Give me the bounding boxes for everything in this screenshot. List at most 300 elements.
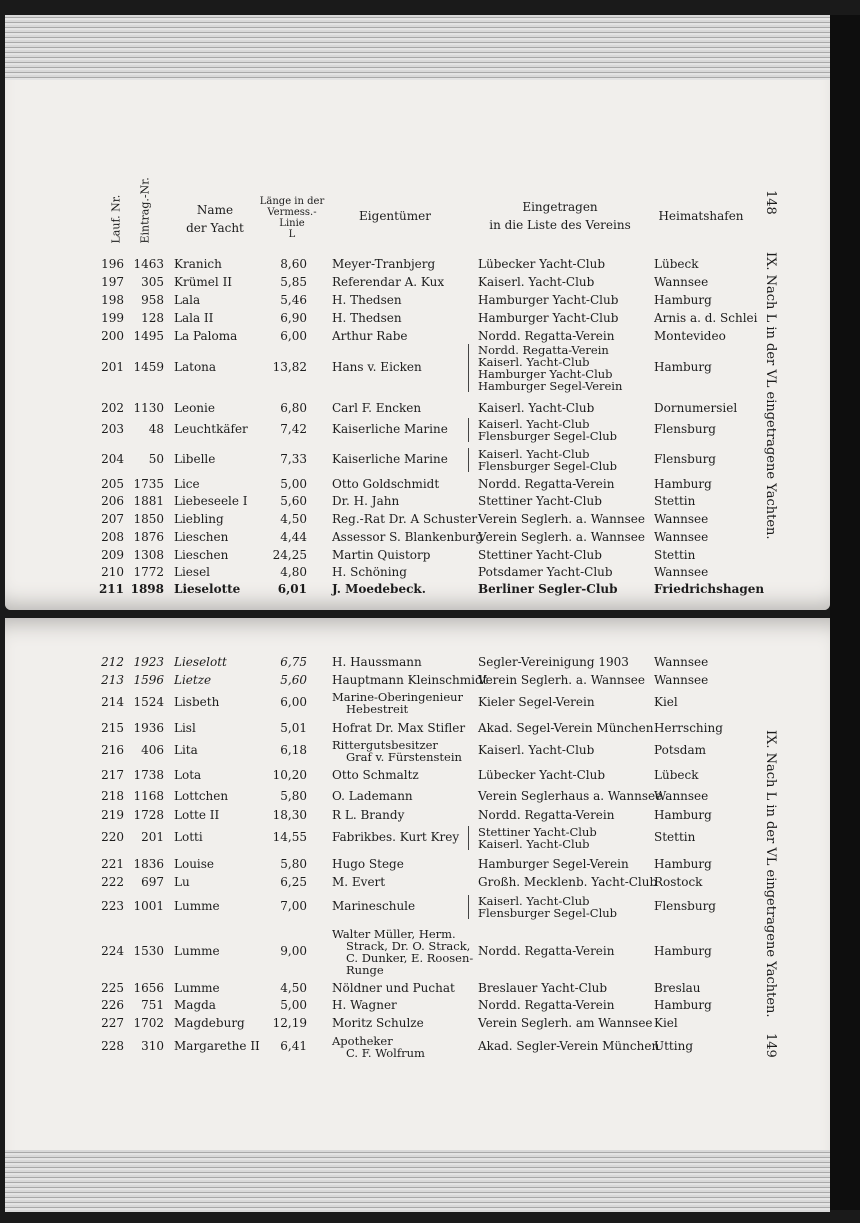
table-row bbox=[0, 448, 860, 472]
cell-eintrag-nr: 1463 bbox=[133, 257, 164, 271]
cell-eigentuemer: Hebestreit bbox=[346, 702, 409, 716]
brace-icon bbox=[468, 448, 471, 472]
cell-liste-verein: Kieler Segel-Verein bbox=[478, 695, 595, 709]
cell-eigentuemer: Carl F. Encken bbox=[332, 401, 422, 415]
cell-lauf-nr: 216 bbox=[101, 743, 124, 757]
cell-lauf-nr: 221 bbox=[101, 857, 124, 871]
cell-yacht-name: Lala II bbox=[174, 311, 214, 325]
brace-icon bbox=[468, 344, 471, 392]
cell-laenge: 6,00 bbox=[280, 695, 307, 709]
running-title-bottom: IX. Nach L in der VL eingetragene Yachten. bbox=[763, 730, 778, 1018]
cell-eintrag-nr: 1524 bbox=[133, 695, 164, 709]
cell-liste-verein: Kaiserl. Yacht-Club bbox=[478, 743, 595, 757]
cell-laenge: 14,55 bbox=[272, 830, 307, 844]
cell-lauf-nr: 197 bbox=[101, 275, 124, 289]
cell-yacht-name: Lotti bbox=[174, 830, 203, 844]
cell-yacht-name: Lumme bbox=[174, 944, 220, 958]
cell-eintrag-nr: 1001 bbox=[133, 899, 164, 913]
cell-laenge: 6,00 bbox=[280, 329, 307, 343]
cell-laenge: 6,01 bbox=[277, 582, 307, 596]
cell-eintrag-nr: 1495 bbox=[133, 329, 164, 343]
cell-lauf-nr: 213 bbox=[101, 673, 124, 687]
cell-lauf-nr: 208 bbox=[101, 530, 124, 544]
cell-eintrag-nr: 406 bbox=[141, 743, 164, 757]
cell-eigentuemer: H. Schöning bbox=[332, 565, 407, 579]
cell-eigentuemer: Reg.-Rat Dr. A Schuster bbox=[332, 512, 478, 526]
table-row bbox=[0, 928, 860, 976]
cell-laenge: 12,19 bbox=[272, 1016, 307, 1030]
table-row bbox=[0, 257, 860, 269]
table-row bbox=[0, 329, 860, 341]
cell-heimatshafen: Lübeck bbox=[654, 768, 699, 782]
cell-laenge: 4,80 bbox=[280, 565, 307, 579]
cell-yacht-name: Lu bbox=[174, 875, 190, 889]
cell-liste-verein: Verein Seglerh. a. Wannsee bbox=[478, 673, 645, 687]
cell-heimatshafen: Herrsching bbox=[654, 721, 723, 735]
cell-liste-verein: Akad. Segel-Verein München bbox=[478, 721, 654, 735]
cell-eintrag-nr: 310 bbox=[141, 1039, 164, 1053]
cell-yacht-name: Margarethe II bbox=[174, 1039, 260, 1053]
cell-liste-verein: Segler-Vereinigung 1903 bbox=[478, 655, 629, 669]
cell-liste-verein: Hamburger Segel-Verein bbox=[478, 857, 629, 871]
cell-eintrag-nr: 1735 bbox=[133, 477, 164, 491]
table-row bbox=[0, 875, 860, 887]
cell-eigentuemer: Assessor S. Blankenburg bbox=[332, 530, 484, 544]
cell-lauf-nr: 205 bbox=[101, 477, 124, 491]
col-header-name-line2: der Yacht bbox=[186, 221, 244, 235]
cell-heimatshafen: Hamburg bbox=[654, 293, 712, 307]
table-row bbox=[0, 418, 860, 442]
table-row bbox=[0, 768, 860, 780]
cell-eigentuemer: H. Wagner bbox=[332, 998, 397, 1012]
cell-lauf-nr: 219 bbox=[101, 808, 124, 822]
cell-eintrag-nr: 1850 bbox=[133, 512, 164, 526]
brace-icon bbox=[468, 895, 471, 919]
cell-liste-verein: Verein Seglerhaus a. Wannsee bbox=[478, 789, 663, 803]
cell-eigentuemer: R L. Brandy bbox=[332, 808, 405, 822]
cell-laenge: 13,82 bbox=[272, 360, 307, 374]
cell-yacht-name: Liebeseele I bbox=[174, 494, 248, 508]
cell-liste-verein: Verein Seglerh. a. Wannsee bbox=[478, 512, 645, 526]
table-row bbox=[0, 494, 860, 506]
cell-lauf-nr: 217 bbox=[101, 768, 124, 782]
cell-eigentuemer: Kaiserliche Marine bbox=[332, 452, 448, 466]
cell-eigentuemer: J. Moedebeck. bbox=[332, 582, 426, 596]
cell-heimatshafen: Kiel bbox=[654, 695, 678, 709]
cell-lauf-nr: 210 bbox=[101, 565, 124, 579]
col-header-name-line1: Name bbox=[196, 203, 234, 217]
table-row bbox=[0, 582, 860, 594]
cell-eintrag-nr: 751 bbox=[141, 998, 164, 1012]
cell-heimatshafen: Potsdam bbox=[654, 743, 707, 757]
cell-laenge: 4,50 bbox=[280, 512, 307, 526]
table-row bbox=[0, 477, 860, 489]
cell-lauf-nr: 207 bbox=[101, 512, 124, 526]
page-number-148: 148 bbox=[763, 190, 778, 215]
col-header-laenge-line2: Vermess.- bbox=[267, 207, 317, 218]
cell-eigentuemer: Apotheker bbox=[332, 1034, 393, 1048]
cell-laenge: 5,46 bbox=[280, 293, 307, 307]
cell-laenge: 5,80 bbox=[280, 789, 307, 803]
cell-eintrag-nr: 1836 bbox=[133, 857, 164, 871]
cell-heimatshafen: Stettin bbox=[654, 548, 696, 562]
cell-liste-verein: Potsdamer Yacht-Club bbox=[478, 565, 613, 579]
cell-yacht-name: Liebling bbox=[174, 512, 224, 526]
cell-eintrag-nr: 50 bbox=[148, 452, 164, 466]
cell-laenge: 8,60 bbox=[280, 257, 307, 271]
cell-eintrag-nr: 1308 bbox=[133, 548, 164, 562]
cell-eigentuemer: Kaiserliche Marine bbox=[332, 422, 448, 436]
cell-eintrag-nr: 1898 bbox=[130, 582, 164, 596]
cell-eigentuemer: Hans v. Eicken bbox=[332, 360, 422, 374]
cell-liste-verein: Kaiserl. Yacht-Club bbox=[478, 355, 590, 369]
col-header-liste bbox=[480, 200, 640, 233]
cell-lauf-nr: 226 bbox=[101, 998, 124, 1012]
cell-lauf-nr: 196 bbox=[101, 257, 124, 271]
cell-heimatshafen: Wannsee bbox=[654, 565, 709, 579]
cell-heimatshafen: Wannsee bbox=[654, 789, 709, 803]
col-header-lauf: Lauf. Nr. bbox=[109, 194, 123, 244]
cell-eintrag-nr: 1130 bbox=[133, 401, 164, 415]
cell-eigentuemer: Nöldner und Puchat bbox=[332, 981, 455, 995]
cell-eintrag-nr: 1772 bbox=[133, 565, 164, 579]
table-row bbox=[0, 789, 860, 801]
cell-eintrag-nr: 1881 bbox=[133, 494, 164, 508]
cell-yacht-name: Magda bbox=[174, 998, 216, 1012]
cell-liste-verein: Kaiserl. Yacht-Club bbox=[478, 417, 590, 431]
cell-yacht-name: Lieselotte bbox=[174, 582, 241, 596]
cell-liste-verein: Hamburger Yacht-Club bbox=[478, 367, 613, 381]
cell-eintrag-nr: 305 bbox=[141, 275, 164, 289]
cell-yacht-name: Leuchtkäfer bbox=[174, 422, 248, 436]
cell-eintrag-nr: 1656 bbox=[133, 981, 164, 995]
cell-laenge: 4,44 bbox=[280, 530, 307, 544]
cell-eigentuemer: C. F. Wolfrum bbox=[346, 1046, 425, 1060]
cell-heimatshafen: Hamburg bbox=[654, 360, 712, 374]
cell-yacht-name: Lice bbox=[174, 477, 200, 491]
col-header-laenge bbox=[256, 196, 328, 240]
cell-lauf-nr: 203 bbox=[101, 422, 124, 436]
cell-liste-verein: Kaiserl. Yacht-Club bbox=[478, 275, 595, 289]
cell-lauf-nr: 224 bbox=[101, 944, 124, 958]
cell-liste-verein: Nordd. Regatta-Verein bbox=[478, 808, 615, 822]
col-header-eigentuemer: Eigentümer bbox=[359, 209, 431, 223]
cell-liste-verein: Nordd. Regatta-Verein bbox=[478, 998, 615, 1012]
cell-lauf-nr: 214 bbox=[101, 695, 124, 709]
cell-laenge: 5,60 bbox=[280, 673, 307, 687]
cell-lauf-nr: 206 bbox=[101, 494, 124, 508]
cell-laenge: 6,41 bbox=[280, 1039, 307, 1053]
cell-eigentuemer: C. Dunker, E. Roosen- bbox=[346, 951, 474, 965]
table-row bbox=[0, 808, 860, 820]
cell-yacht-name: Lisl bbox=[174, 721, 196, 735]
cell-liste-verein: Lübecker Yacht-Club bbox=[478, 768, 606, 782]
cell-lauf-nr: 218 bbox=[101, 789, 124, 803]
cell-liste-verein: Breslauer Yacht-Club bbox=[478, 981, 608, 995]
cell-eigentuemer: H. Thedsen bbox=[332, 293, 402, 307]
cell-yacht-name: Leonie bbox=[174, 401, 215, 415]
cell-lauf-nr: 225 bbox=[101, 981, 124, 995]
cell-liste-verein: Großh. Mecklenb. Yacht-Club bbox=[478, 875, 658, 889]
table-row bbox=[0, 530, 860, 542]
page-edges-bottom bbox=[5, 1150, 830, 1212]
cell-eigentuemer: Strack, Dr. O. Strack, bbox=[346, 939, 471, 953]
brace-icon bbox=[468, 418, 471, 442]
cell-heimatshafen: Flensburg bbox=[654, 422, 716, 436]
cell-heimatshafen: Utting bbox=[654, 1039, 694, 1053]
cell-eigentuemer: Rittergutsbesitzer bbox=[332, 738, 438, 752]
cell-heimatshafen: Lübeck bbox=[654, 257, 699, 271]
cell-heimatshafen: Hamburg bbox=[654, 808, 712, 822]
cell-eintrag-nr: 1728 bbox=[133, 808, 164, 822]
cell-lauf-nr: 198 bbox=[101, 293, 124, 307]
cell-heimatshafen: Wannsee bbox=[654, 512, 709, 526]
cell-laenge: 6,90 bbox=[280, 311, 307, 325]
cell-liste-verein: Lübecker Yacht-Club bbox=[478, 257, 606, 271]
cell-liste-verein: Verein Seglerh. am Wannsee bbox=[478, 1016, 653, 1030]
cell-yacht-name: Kranich bbox=[174, 257, 222, 271]
cell-heimatshafen: Hamburg bbox=[654, 857, 712, 871]
page-edges-top bbox=[5, 15, 830, 87]
cell-laenge: 5,85 bbox=[280, 275, 307, 289]
col-header-eintrag: Eintrag.-Nr. bbox=[138, 177, 152, 244]
cell-liste-verein: Kaiserl. Yacht-Club bbox=[478, 447, 590, 461]
cell-heimatshafen: Breslau bbox=[654, 981, 701, 995]
cell-eigentuemer: Arthur Rabe bbox=[332, 329, 408, 343]
cell-heimatshafen: Wannsee bbox=[654, 673, 709, 687]
cell-heimatshafen: Hamburg bbox=[654, 477, 712, 491]
cell-eigentuemer: Dr. H. Jahn bbox=[332, 494, 400, 508]
cell-yacht-name: Magdeburg bbox=[174, 1016, 245, 1030]
cell-eintrag-nr: 128 bbox=[141, 311, 164, 325]
cell-laenge: 24,25 bbox=[272, 548, 307, 562]
cell-laenge: 10,20 bbox=[272, 768, 307, 782]
cell-laenge: 5,00 bbox=[280, 477, 307, 491]
cell-eigentuemer: Fabrikbes. Kurt Krey bbox=[332, 830, 460, 844]
cell-eigentuemer: Hauptmann Kleinschmidt bbox=[332, 673, 488, 687]
cell-yacht-name: Louise bbox=[174, 857, 215, 871]
cell-eintrag-nr: 48 bbox=[148, 422, 164, 436]
cell-yacht-name: Liesel bbox=[174, 565, 211, 579]
cell-liste-verein: Stettiner Yacht-Club bbox=[478, 548, 602, 562]
cell-lauf-nr: 201 bbox=[101, 360, 124, 374]
col-header-liste-line1: Eingetragen bbox=[522, 200, 598, 214]
cell-heimatshafen: Wannsee bbox=[654, 275, 709, 289]
cell-eintrag-nr: 958 bbox=[141, 293, 164, 307]
cell-heimatshafen: Flensburg bbox=[654, 452, 716, 466]
cell-eigentuemer: H. Haussmann bbox=[332, 655, 422, 669]
cell-eigentuemer: Martin Quistorp bbox=[332, 548, 431, 562]
cell-laenge: 6,18 bbox=[280, 743, 307, 757]
cell-lauf-nr: 215 bbox=[101, 721, 124, 735]
cell-liste-verein: Hamburger Yacht-Club bbox=[478, 311, 619, 325]
cell-yacht-name: Lietze bbox=[174, 673, 212, 687]
cell-yacht-name: Krümel II bbox=[174, 275, 233, 289]
cell-eigentuemer: M. Evert bbox=[332, 875, 386, 889]
col-header-hafen: Heimatshafen bbox=[658, 209, 744, 223]
cell-lauf-nr: 228 bbox=[101, 1039, 124, 1053]
cell-eintrag-nr: 1923 bbox=[133, 655, 164, 669]
cell-laenge: 5,00 bbox=[280, 998, 307, 1012]
cell-eintrag-nr: 1596 bbox=[133, 673, 164, 687]
col-header-laenge-line1: Länge in der bbox=[259, 196, 325, 207]
table-row bbox=[0, 691, 860, 715]
table-row bbox=[0, 512, 860, 524]
cell-yacht-name: Lota bbox=[174, 768, 202, 782]
table-row bbox=[0, 275, 860, 287]
cell-eigentuemer: Marine-Oberingenieur bbox=[332, 690, 464, 704]
cell-laenge: 5,80 bbox=[280, 857, 307, 871]
cell-yacht-name: Libelle bbox=[174, 452, 216, 466]
cell-laenge: 9,00 bbox=[280, 944, 307, 958]
cell-lauf-nr: 211 bbox=[98, 582, 124, 596]
cell-lauf-nr: 200 bbox=[101, 329, 124, 343]
cell-yacht-name: Lita bbox=[174, 743, 198, 757]
cell-heimatshafen: Stettin bbox=[654, 830, 696, 844]
cell-eigentuemer: Otto Goldschmidt bbox=[332, 477, 440, 491]
cell-eintrag-nr: 1459 bbox=[133, 360, 164, 374]
cell-yacht-name: Lumme bbox=[174, 899, 220, 913]
cell-lauf-nr: 223 bbox=[101, 899, 124, 913]
col-header-laenge-line4: L bbox=[288, 229, 296, 240]
cell-eigentuemer: Runge bbox=[346, 963, 384, 977]
cell-liste-verein: Nordd. Regatta-Verein bbox=[478, 343, 609, 357]
cell-laenge: 5,60 bbox=[280, 494, 307, 508]
cell-liste-verein: Verein Seglerh. a. Wannsee bbox=[478, 530, 645, 544]
cell-liste-verein: Stettiner Yacht-Club bbox=[478, 825, 597, 839]
table-row bbox=[0, 998, 860, 1010]
cell-heimatshafen: Friedrichshagen bbox=[654, 582, 765, 596]
running-title-top: IX. Nach L in der VL eingetragene Yachten. bbox=[763, 252, 778, 540]
cell-yacht-name: Lieselott bbox=[174, 655, 227, 669]
table-row bbox=[0, 721, 860, 733]
cell-heimatshafen: Rostock bbox=[654, 875, 703, 889]
cell-yacht-name: Latona bbox=[174, 360, 217, 374]
cell-yacht-name: Lottchen bbox=[174, 789, 229, 803]
table-row bbox=[0, 565, 860, 577]
cell-eintrag-nr: 201 bbox=[141, 830, 164, 844]
cell-liste-verein: Kaiserl. Yacht-Club bbox=[478, 837, 590, 851]
cell-yacht-name: Lisbeth bbox=[174, 695, 220, 709]
cell-heimatshafen: Dornumersiel bbox=[654, 401, 738, 415]
table-row bbox=[0, 981, 860, 993]
cell-liste-verein: Kaiserl. Yacht-Club bbox=[478, 401, 595, 415]
cell-liste-verein: Nordd. Regatta-Verein bbox=[478, 329, 615, 343]
cell-eigentuemer: Moritz Schulze bbox=[332, 1016, 424, 1030]
cell-eigentuemer: Hofrat Dr. Max Stifler bbox=[332, 721, 466, 735]
cell-eigentuemer: Graf v. Fürstenstein bbox=[346, 750, 462, 764]
cell-eigentuemer: Otto Schmaltz bbox=[332, 768, 419, 782]
cell-liste-verein: Akad. Segler-Verein München bbox=[478, 1039, 660, 1053]
cell-lauf-nr: 202 bbox=[101, 401, 124, 415]
cell-yacht-name: Lotte II bbox=[174, 808, 220, 822]
cell-eigentuemer: Meyer-Tranbjerg bbox=[332, 257, 436, 271]
cell-laenge: 4,50 bbox=[280, 981, 307, 995]
cell-eigentuemer: H. Thedsen bbox=[332, 311, 402, 325]
cell-liste-verein: Hamburger Yacht-Club bbox=[478, 293, 619, 307]
cell-heimatshafen: Flensburg bbox=[654, 899, 716, 913]
cell-liste-verein: Nordd. Regatta-Verein bbox=[478, 477, 615, 491]
cell-lauf-nr: 222 bbox=[101, 875, 124, 889]
cell-eigentuemer: Hugo Stege bbox=[332, 857, 404, 871]
cell-lauf-nr: 212 bbox=[101, 655, 124, 669]
cell-heimatshafen: Wannsee bbox=[654, 655, 709, 669]
cell-lauf-nr: 227 bbox=[101, 1016, 124, 1030]
cell-heimatshafen: Stettin bbox=[654, 494, 696, 508]
cell-eigentuemer: Walter Müller, Herm. bbox=[332, 927, 456, 941]
cell-heimatshafen: Kiel bbox=[654, 1016, 678, 1030]
cell-eintrag-nr: 1876 bbox=[133, 530, 164, 544]
page-number-149: 149 bbox=[763, 1033, 778, 1058]
cell-heimatshafen: Wannsee bbox=[654, 530, 709, 544]
cell-heimatshafen: Arnis a. d. Schlei bbox=[654, 311, 758, 325]
cell-heimatshafen: Hamburg bbox=[654, 944, 712, 958]
cell-yacht-name: La Paloma bbox=[174, 329, 238, 343]
table-row bbox=[0, 857, 860, 869]
cell-laenge: 18,30 bbox=[272, 808, 307, 822]
table-row bbox=[0, 895, 860, 919]
cell-eigentuemer: Referendar A. Kux bbox=[332, 275, 445, 289]
table-row bbox=[0, 739, 860, 763]
cell-lauf-nr: 209 bbox=[101, 548, 124, 562]
cell-liste-verein: Flensburger Segel-Club bbox=[478, 459, 618, 473]
cell-laenge: 7,00 bbox=[280, 899, 307, 913]
cell-lauf-nr: 199 bbox=[101, 311, 124, 325]
cell-heimatshafen: Hamburg bbox=[654, 998, 712, 1012]
cell-eigentuemer: Marineschule bbox=[332, 899, 416, 913]
cell-liste-verein: Flensburger Segel-Club bbox=[478, 429, 618, 443]
cell-lauf-nr: 204 bbox=[101, 452, 124, 466]
cell-eintrag-nr: 697 bbox=[141, 875, 164, 889]
table-row bbox=[0, 826, 860, 850]
cell-yacht-name: Lieschen bbox=[174, 548, 229, 562]
cell-liste-verein: Kaiserl. Yacht-Club bbox=[478, 894, 590, 908]
cell-eintrag-nr: 1702 bbox=[133, 1016, 164, 1030]
cell-heimatshafen: Montevideo bbox=[654, 329, 726, 343]
table-row bbox=[0, 1035, 860, 1059]
col-header-name bbox=[185, 203, 245, 236]
col-header-liste-line2: in die Liste des Vereins bbox=[489, 218, 631, 232]
cell-laenge: 7,42 bbox=[280, 422, 307, 436]
table-row bbox=[0, 548, 860, 560]
brace-icon bbox=[468, 826, 471, 850]
table-row bbox=[0, 673, 860, 685]
cell-liste-verein: Nordd. Regatta-Verein bbox=[478, 944, 615, 958]
cell-laenge: 6,80 bbox=[280, 401, 307, 415]
cell-liste-verein: Stettiner Yacht-Club bbox=[478, 494, 602, 508]
cell-lauf-nr: 220 bbox=[101, 830, 124, 844]
cell-eintrag-nr: 1738 bbox=[133, 768, 164, 782]
cell-laenge: 5,01 bbox=[280, 721, 307, 735]
col-header-laenge-line3: Linie bbox=[279, 218, 305, 229]
table-row bbox=[0, 1016, 860, 1028]
cell-eigentuemer: O. Lademann bbox=[332, 789, 413, 803]
cell-laenge: 6,75 bbox=[280, 655, 307, 669]
table-row bbox=[0, 311, 860, 323]
cell-yacht-name: Lieschen bbox=[174, 530, 229, 544]
cell-laenge: 6,25 bbox=[280, 875, 307, 889]
table-row bbox=[0, 344, 860, 392]
cell-eintrag-nr: 1936 bbox=[133, 721, 164, 735]
cell-yacht-name: Lumme bbox=[174, 981, 220, 995]
table-row bbox=[0, 655, 860, 667]
cell-eintrag-nr: 1530 bbox=[133, 944, 164, 958]
cell-liste-verein: Berliner Segler-Club bbox=[478, 582, 618, 596]
cell-liste-verein: Flensburger Segel-Club bbox=[478, 906, 618, 920]
table-row bbox=[0, 401, 860, 413]
table-row bbox=[0, 293, 860, 305]
cell-liste-verein: Hamburger Segel-Verein bbox=[478, 379, 623, 393]
